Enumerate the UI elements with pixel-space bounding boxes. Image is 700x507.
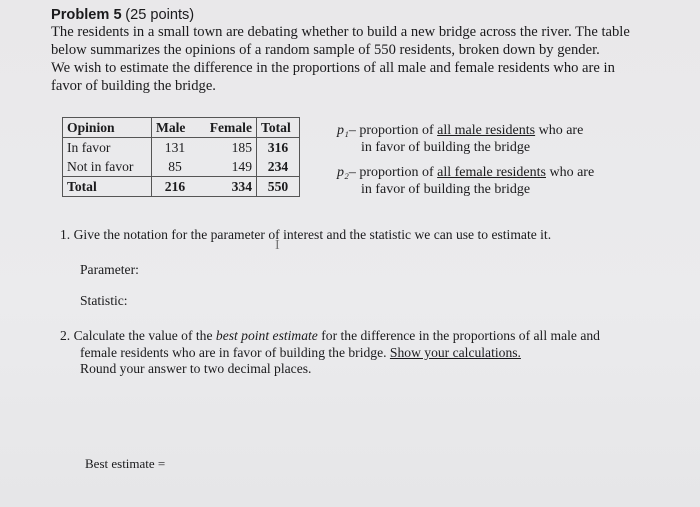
p2-definition [337, 164, 594, 198]
parameter-label: Parameter: [80, 262, 139, 277]
header-total: Total [257, 118, 300, 138]
cell-male: 131 [164, 140, 186, 155]
question-2-line-3: Round your answer to two decimal places. [80, 361, 312, 376]
problem-number: Problem 5 [51, 7, 122, 23]
header-female: Female [198, 118, 257, 138]
cell-total: 234 [267, 159, 289, 174]
intro-line-4: favor of building the bridge. [51, 78, 216, 94]
text-cursor-icon: I [275, 238, 280, 253]
p1-line2: in favor of building the bridge [361, 140, 531, 155]
total-male: 216 [152, 177, 199, 197]
q2-line2-text: female residents who are in favor of building the bridge. [80, 345, 390, 360]
p2-underlined: all female residents [437, 165, 546, 180]
p1-text-post: who are [535, 123, 584, 138]
best-estimate-label: Best estimate = [85, 456, 166, 471]
question-2-line-1 [60, 327, 600, 344]
row-label: In favor [63, 138, 152, 158]
p1-underlined: all male residents [437, 123, 536, 138]
table-row [63, 157, 300, 177]
cell-male: 85 [168, 159, 182, 174]
table-row [63, 138, 300, 158]
p2-symbol: p₂ [337, 165, 349, 180]
header-male: Male [152, 118, 199, 138]
q2-text: 2. Calculate the value of the [60, 328, 216, 343]
intro-line-3: We wish to estimate the difference in the proportions of all male and female residents who are in [51, 60, 615, 76]
opinion-table [62, 117, 300, 197]
p1-text: – proportion of [348, 123, 438, 138]
question-2-line-2 [80, 344, 521, 361]
intro-line-2: below summarizes the opinions of a random sample of 550 residents, broken down by gender. [51, 42, 600, 58]
p1-symbol: p₁ [337, 123, 349, 138]
statistic-label: Statistic: [80, 293, 128, 308]
q2-italic: best point estimate [215, 328, 318, 343]
total-all: 550 [257, 177, 300, 197]
intro-line-1: The residents in a small town are debating whether to build a new bridge across the river. The table [51, 24, 630, 40]
question-1: 1. Give the notation for the parameter of interest and the statistic we can use to estimate it. [60, 227, 552, 242]
p2-text-post: who are [545, 165, 595, 180]
cell-female: 149 [198, 157, 257, 177]
total-female: 334 [198, 177, 257, 197]
problem-points: (25 points) [125, 7, 195, 23]
total-label: Total [63, 177, 152, 197]
cell-female: 185 [198, 138, 257, 158]
problem-heading [51, 6, 194, 24]
row-label: Not in favor [63, 157, 152, 177]
p1-definition [337, 122, 583, 156]
q2-text-post: for the difference in the proportions of all male and [317, 328, 600, 343]
q2-underlined: Show your calculations. [389, 345, 521, 360]
cell-total: 316 [267, 140, 289, 155]
table-header-row [63, 118, 300, 138]
p2-text: – proportion of [348, 165, 438, 180]
header-opinion: Opinion [63, 118, 152, 138]
p2-line2: in favor of building the bridge [361, 182, 531, 197]
table-total-row [63, 177, 300, 197]
